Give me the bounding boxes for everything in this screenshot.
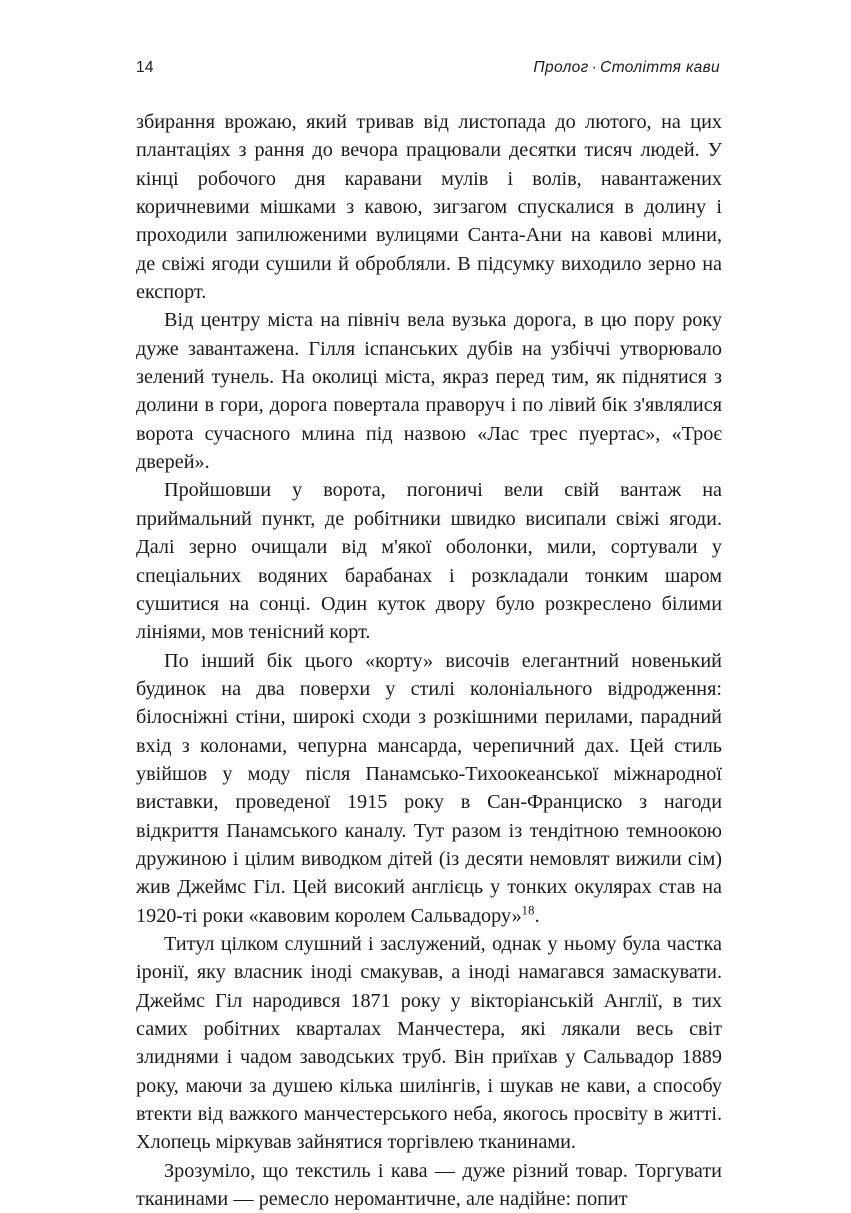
running-head-separator: ·: [591, 59, 598, 76]
footnote-reference-18[interactable]: 18: [521, 902, 535, 917]
page-number: 14: [136, 59, 154, 76]
paragraph-4-text: По інший бік цього «корту» височів елегантний новенький будинок на два поверхи у стилі колоніального відродження: білосніжні стіни, широкі сходи з розкішними перилами, парадний вхід з колонами, чепурна мансарда, черепичний дах. Цей стиль увійшов у моду після Панамсько-Тихоокеанської міжнародної виставки, проведеної 1915 року в Сан-Франциско з нагоди відкриття Панамського каналу. Тут разом із тендітною темноокою дружиною і цілим виводком дітей (із десяти немовлят вижили сім) жив Джеймс Гіл. Цей високий англієць у тонких окулярах став на 1920-ті роки «кавовим королем Сальвадору»: [136, 649, 722, 927]
paragraph-6: Зрозуміло, що текстиль і кава — дуже різний товар. Торгувати тканинами — ремесло неромантичне, але надійне: попит: [136, 1159, 722, 1211]
paragraph-1: збирання врожаю, який тривав від листопада до лютого, на цих плантаціях з рання до вечора працювали десятки тисяч людей. У кінці робочого дня каравани мулів і волів, навантажених коричневими мішками з кавою, зигзагом спускалися в долину і проходили запилюженими вулицями Санта-Ани на кавові млини, де свіжі ягоди сушили й обробляли. В підсумку виходило зерно на експорт.: [136, 111, 722, 304]
running-head-chapter: Пролог: [533, 59, 589, 76]
paragraph-3: Пройшовши у ворота, погоничі вели свій вантаж на приймальний пункт, де робітники швидко висипали свіжі ягоди. Далі зерно очищали від м'якої оболонки, мили, сортували у спеціальних водяних барабанах і розкладали тонким шаром сушитися на сонці. Один куток двору було розкреслено білими лініями, мов тенісний корт.: [136, 479, 722, 644]
running-head-title: Століття кави: [600, 59, 720, 76]
running-head: [533, 58, 720, 78]
paragraph-4-text-tail: .: [534, 904, 540, 927]
body-text-block: [136, 108, 722, 1213]
paragraph-5: Титул цілком слушний і заслужений, однак у ньому була частка іронії, яку власник іноді смакував, а іноді намагався замаскувати. Джеймс Гіл народився 1871 року у вікторіанській Англії, в тих самих робітних кварталах Манчестера, які лякали весь світ злиднями і чадом заводських труб. Він приїхав у Сальвадор 1889 року, маючи за душею кілька шилінгів, і шукав не кави, а способу втекти від важкого манчестерського неба, якогось просвіту в житті. Хлопець міркував зайнятися торгівлею тканинами.: [136, 932, 722, 1154]
paragraph-2: Від центру міста на північ вела вузька дорога, в цю пору року дуже завантажена. Гілля іспанських дубів на узбіччі утворювало зелений тунель. На околиці міста, якраз перед тим, як піднятися з долини в гори, дорога повертала праворуч і по лівий бік з'являлися ворота сучасного млина під назвою «Лас трес пуертас», «Троє дверей».: [136, 309, 722, 474]
paragraph-4: [136, 647, 722, 930]
running-header: [136, 58, 720, 84]
